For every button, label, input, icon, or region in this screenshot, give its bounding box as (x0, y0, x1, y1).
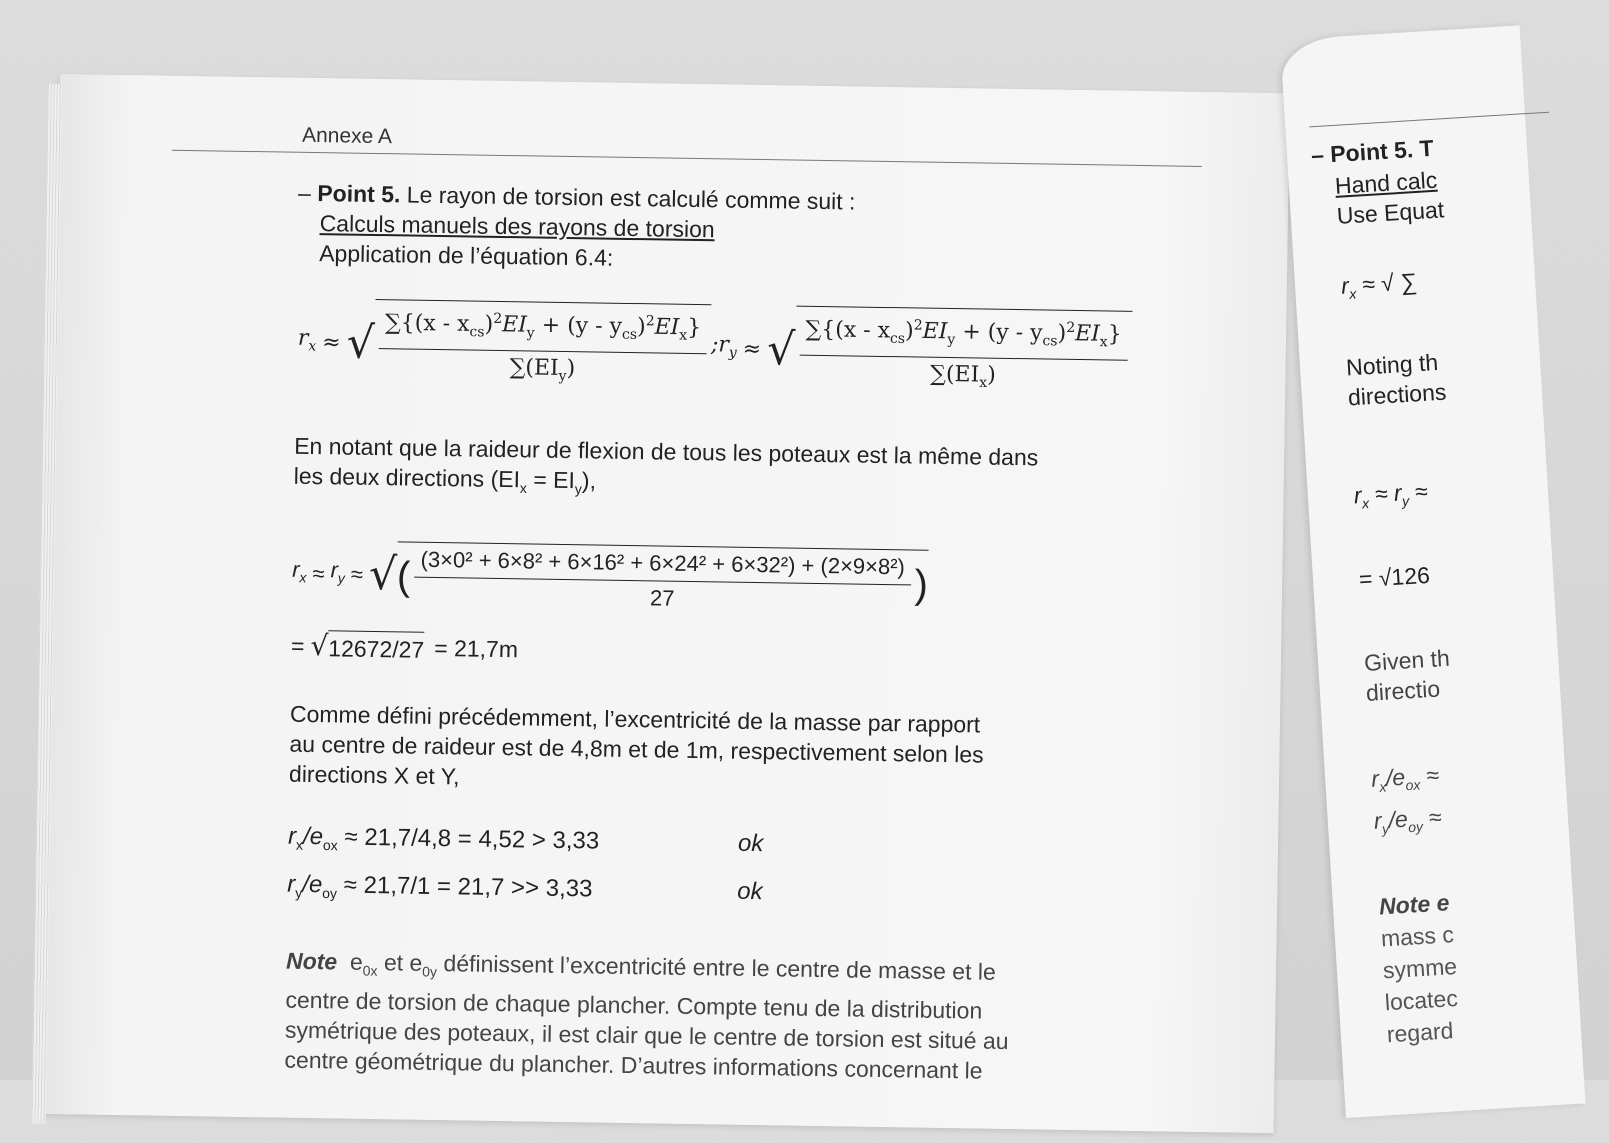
equation-result: = √ 12672/27 = 21,7m (290, 629, 519, 663)
numeric-numerator: (3×0² + 6×8² + 6×16² + 6×24² + 6×32²) + (2×9×8²) (414, 544, 911, 585)
sqrt-icon: √ (766, 323, 796, 376)
note-paragraph: Note $e_{0x}$ et $e_{0y}$ définissent l’excentricité entre le centre de masse et le centre de torsion de chaque plancher. Compte tenu de la distribution symétrique des poteaux, il est clair que le centre de torsion est situé au centre géométrique du plancher. D’autres informations concernant le (284, 947, 1009, 1084)
ratio-y-status: ok (737, 877, 763, 905)
right-directions: directions (1347, 378, 1448, 411)
numeric-denominator: 27 (649, 585, 675, 611)
left-page (44, 74, 1290, 1133)
ratio-x-status: ok (737, 829, 764, 857)
equation-torsion-radius: $r_x$ ≈ √ $\frac{\sum\{(x - x_{cs})^2EI_y + (y - y_{cs})^2EI_x\}}{\sum(EI_y)}$ $;r_y$ ≈ √ $\frac{\sum\{(x - x_{cs})^2EI_y + (y - y_{cs})^2EI_x\}}{\sum(EI_x)}$ (297, 298, 1176, 401)
right-ryeoy: $r_y/e_{oy}$ ≈ (1373, 803, 1443, 837)
right-regard: regard (1386, 1017, 1455, 1048)
ratio-checks (287, 816, 1168, 925)
running-header: Annexe A (301, 123, 393, 149)
denominator-ry: $\sum(EI_x)$ (930, 361, 996, 391)
denominator-rx: $\sum(EI_y)$ (509, 354, 576, 385)
right-use-equation: Use Equat (1336, 196, 1445, 229)
right-note: Note e (1378, 889, 1451, 920)
numerator-ry: $\sum\{(x - x_{cs})^2EI_y + (y - y_{cs})^2EI_x\}$ (799, 309, 1128, 361)
application-line: Application de l’équation 6.4: (319, 240, 614, 271)
page-edge-stack (32, 84, 62, 1124)
right-symme: symme (1382, 952, 1458, 984)
result-value: = 21,7m (434, 635, 519, 663)
right-given: Given th (1363, 644, 1451, 676)
point-label: Point 5. (317, 180, 401, 208)
fraction-numeric (414, 544, 911, 617)
fraction-rx (378, 302, 708, 393)
right-point: – Point 5. T (1310, 134, 1435, 169)
right-rxeox: $r_x/e_{ox}$ ≈ (1370, 761, 1440, 795)
ratio-y: $r_y/e_{oy} \approx 21,7/1 = 21,7 >> 3,33$ (287, 870, 593, 902)
approx-symbol: ≈ (322, 329, 341, 355)
right-hand-calc: Hand calc (1334, 166, 1438, 199)
right-mass: mass c (1380, 921, 1455, 952)
right-located: locatec (1384, 984, 1459, 1016)
sqrt-icon: √ (346, 317, 376, 369)
numerator-rx: $\sum\{(x - x_{cs})^2EI_y + (y - y_{cs})^2EI_x\}$ (379, 302, 708, 354)
page-content (284, 178, 1178, 1089)
right-rx: $r_x$ ≈ √ ∑ (1340, 268, 1418, 302)
result-radicand: 12672/27 (328, 630, 424, 665)
right-direction: directio (1365, 675, 1441, 706)
right-header-rule (1309, 112, 1549, 128)
right-rxry: $r_x \approx r_y$ ≈ (1353, 477, 1429, 512)
subheading: Calculs manuels des rayons de torsion (319, 210, 715, 243)
note-label: Note (285, 947, 338, 975)
rx-symbol: $r_x$ (297, 325, 317, 355)
fraction-ry (799, 309, 1129, 400)
sqrt-body (374, 299, 712, 393)
right-sqrt126: = √126 (1358, 561, 1431, 593)
paragraph-stiffness: En notant que la raideur de flexion de tous les poteaux est la même dans les deux directions $(EI_x = EI_y)$, (293, 432, 1039, 497)
sqrt-icon: √ (368, 548, 398, 601)
ratio-x: $r_x/e_{ox} \approx 21,7/4,8 = 4,52 > 3,33$ (287, 822, 600, 855)
paragraph-eccentricity: Comme défini précédemment, l’excentricité de la masse par rapport au centre de raideur est de 4,8m et de 1m, respectivement selon les directions X et Y, (288, 700, 984, 790)
equation-numeric: $r_x$ ≈ $r_y$ ≈ √ ( $\frac{\text{(3×0² + 6×8² + 6×16² + 6×24² + 6×32²) + (2×9×8²)}}{27}$ ) (292, 539, 1173, 621)
header-rule (172, 150, 1202, 167)
point-line: – Point 5. Le rayon de torsion est calculé comme suit : (297, 179, 856, 215)
right-noting: Noting th (1345, 348, 1439, 381)
sqrt-icon: √ (310, 629, 329, 663)
right-page (1280, 25, 1585, 1118)
point-text: Le rayon de torsion est calculé comme suit : (406, 181, 856, 215)
ry-symbol: $;r_y$ (710, 332, 737, 361)
